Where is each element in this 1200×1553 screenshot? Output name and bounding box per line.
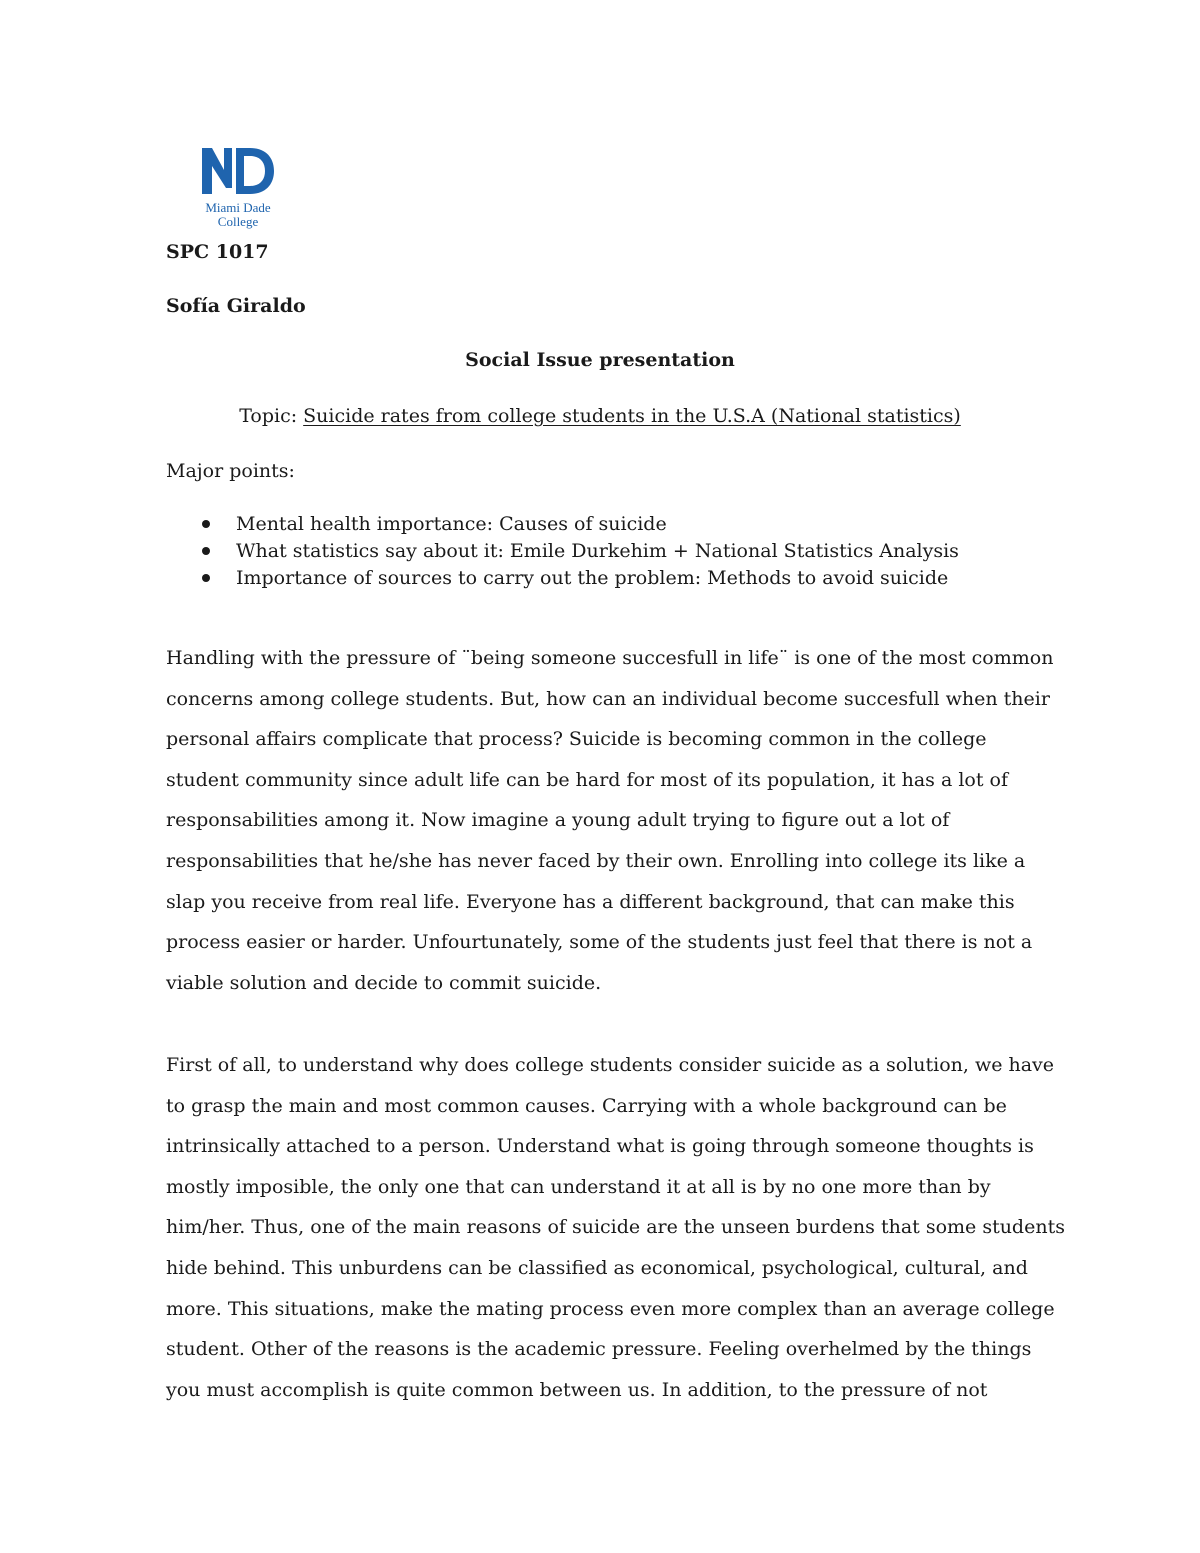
topic-line (0, 404, 1200, 428)
paragraph-line: intrinsically attached to a person. Understand what is going through someone thoughts is (166, 1135, 1034, 1158)
course-code: SPC 1017 (166, 241, 269, 263)
paragraph-line: personal affairs complicate that process? Suicide is becoming common in the college (166, 728, 987, 751)
paragraph-line: hide behind. This unburdens can be classified as economical, psychological, cultural, and (166, 1256, 1028, 1279)
paragraph-line: mostly imposible, the only one that can understand it at all is by no one more than by (166, 1175, 991, 1198)
paragraph-line: viable solution and decide to commit suicide. (166, 971, 602, 994)
paragraph-introduction (166, 646, 1054, 1011)
paragraph-line: slap you receive from real life. Everyone has a different background, that can make this (166, 890, 1015, 913)
paragraph-line: Handling with the pressure of ¨being someone succesfull in life¨ is one of the most common (166, 647, 1054, 669)
paragraph-line: student community since adult life can be hard for most of its population, it has a lot of (166, 768, 1008, 791)
list-item: Mental health importance: Causes of suicide (200, 512, 959, 539)
paragraph-line: responsabilities among it. Now imagine a young adult trying to figure out a lot of (166, 809, 950, 832)
list-item: Importance of sources to carry out the problem: Methods to avoid suicide (200, 566, 959, 593)
logo-text-line1: Miami Dade (205, 200, 271, 215)
topic-text: Suicide rates from college students in the U.S.A (National statistics) (303, 405, 961, 427)
paragraph-line: First of all, to understand why does college students consider suicide as a solution, we have (166, 1054, 1055, 1076)
paragraph-line: responsabilities that he/she has never faced by their own. Enrolling into college its like a (166, 849, 1026, 872)
major-points-label: Major points: (166, 460, 295, 482)
md-logo-mark (188, 146, 288, 236)
paragraph-causes (166, 1053, 1065, 1418)
paragraph-line: student. Other of the reasons is the academic pressure. Feeling overhelmed by the things (166, 1338, 1032, 1361)
major-points-list (200, 512, 959, 593)
paragraph-line: to grasp the main and most common causes. Carrying with a whole background can be (166, 1094, 1007, 1117)
paragraph-line: you must accomplish is quite common between us. In addition, to the pressure of not (166, 1378, 988, 1401)
paragraph-line: more. This situations, make the mating process even more complex than an average college (166, 1297, 1055, 1320)
paragraph-line: process easier or harder. Unfourtunately, some of the students just feel that there is not a (166, 931, 1033, 954)
paragraph-line: him/her. Thus, one of the main reasons of suicide are the unseen burdens that some students (166, 1216, 1065, 1239)
miami-dade-college-logo (188, 146, 288, 236)
document-title: Social Issue presentation (465, 349, 735, 371)
author-name: Sofía Giraldo (166, 295, 306, 317)
list-item: What statistics say about it: Emile Durkehim + National Statistics Analysis (200, 539, 959, 566)
topic-label: Topic: (239, 405, 304, 427)
logo-text-line2: College (217, 214, 259, 229)
paragraph-line: concerns among college students. But, how can an individual become succesfull when their (166, 687, 1050, 710)
